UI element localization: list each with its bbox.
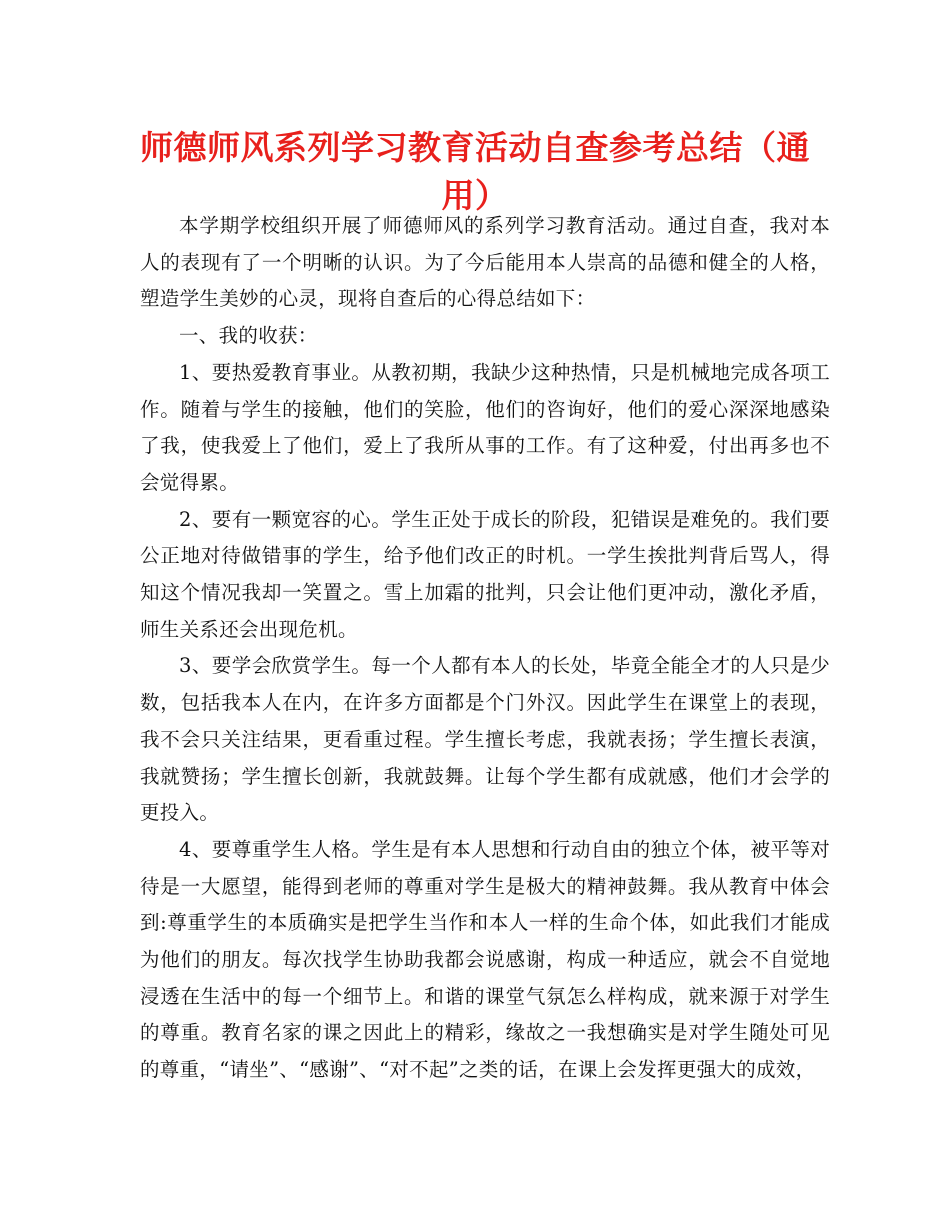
document-body [140, 208, 830, 1089]
paragraph-point-2: 2、要有一颗宽容的心。学生正处于成长的阶段，犯错误是难免的。我们要公正地对待做错事的学生，给予他们改正的时机。一学生挨批判背后骂人，得知这个情况我却一笑置之。雪上加霜的批判，只会让他们更冲动，激化矛盾，师生关系还会出现危机。 [140, 507, 830, 641]
document-title: 师德师风系列学习教育活动自查参考总结（通用） [140, 128, 810, 215]
paragraph-section-heading: 一、我的收获： [179, 324, 318, 348]
paragraph-point-4: 4、要尊重学生人格。学生是有本人思想和行动自由的独立个体，被平等对待是一大愿望，能得到老师的尊重对学生是极大的精神鼓舞。我从教育中体会到:尊重学生的本质确实是把学生当作和本人一样的生命个体，如此我们才能成为他们的朋友。每次找学生协助我都会说感谢，构成一种适应，就会不自觉地浸透在生活中的每一个细节上。和谐的课堂气氛怎么样构成，就来源于对学生的尊重。教育名家的课之因此上的精彩，缘故之一我想确实是对学生随处可见的尊重，“请坐”、“感谢”、“对不起”之类的话，在课上会发挥更强大的成效， [140, 837, 830, 1082]
paragraph-intro: 本学期学校组织开展了师德师风的系列学习教育活动。通过自查，我对本人的表现有了一个明晰的认识。为了今后能用本人崇高的品德和健全的人格，塑造学生美妙的心灵，现将自查后的心得总结如下： [140, 214, 830, 311]
paragraph-point-1: 1、要热爱教育事业。从教初期，我缺少这种热情，只是机械地完成各项工作。随着与学生的接触，他们的笑脸，他们的咨询好，他们的爱心深深地感染了我，使我爱上了他们，爱上了我所从事的工作。有了这种爱，付出再多也不会觉得累。 [140, 360, 830, 494]
paragraph-point-3: 3、要学会欣赏学生。每一个人都有本人的长处，毕竟全能全才的人只是少数，包括我本人在内，在许多方面都是个门外汉。因此学生在课堂上的表现，我不会只关注结果，更看重过程。学生擅长考虑，我就表扬；学生擅长表演，我就赞扬；学生擅长创新，我就鼓舞。让每个学生都有成就感，他们才会学的更投入。 [140, 654, 830, 825]
